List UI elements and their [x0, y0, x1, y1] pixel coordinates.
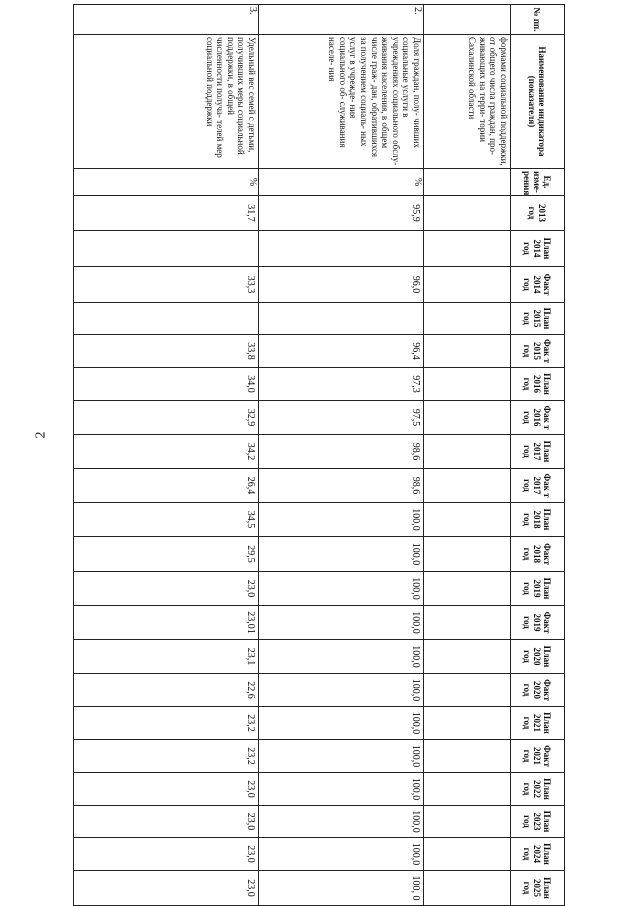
header-year: План 2025 год: [511, 871, 565, 906]
value-cell: 100,0: [259, 674, 424, 707]
value-cell: [424, 503, 511, 537]
value-cell: [74, 231, 259, 267]
value-cell: [424, 368, 511, 401]
header-year: План 2018 год: [511, 503, 565, 537]
value-cell: 23,0: [74, 871, 259, 906]
value-cell: 97,3: [259, 368, 424, 401]
value-cell: 23,0: [74, 806, 259, 838]
value-cell: 100, 0: [259, 871, 424, 906]
value-2013: 31,7: [74, 196, 259, 231]
table-row: [259, 5, 424, 906]
value-cell: [424, 606, 511, 640]
value-cell: [424, 707, 511, 740]
row-num: 3.: [74, 5, 259, 35]
header-year: План 2021 год: [511, 707, 565, 740]
value-cell: [259, 303, 424, 335]
header-year: План 2022 год: [511, 773, 565, 806]
header-year: Факт 2014 год: [511, 267, 565, 303]
value-cell: [424, 838, 511, 871]
header-year: План 2016 год: [511, 368, 565, 401]
value-cell: [424, 572, 511, 606]
value-cell: 23,01: [74, 606, 259, 640]
header-row: [511, 5, 565, 906]
indicator-name: Удельный вес семей с детьми, получивших меры социальной поддержки, в общей численности получа- телей мер социальной поддержки: [74, 35, 259, 169]
value-cell: 100,0: [259, 503, 424, 537]
value-cell: [424, 231, 511, 267]
value-cell: [424, 267, 511, 303]
value-cell: 22,6: [74, 674, 259, 707]
value-cell: [424, 401, 511, 435]
header-year: План 2024 год: [511, 838, 565, 871]
row-num: 2.: [259, 5, 424, 35]
value-cell: [259, 231, 424, 267]
header-year: План 2015 год: [511, 303, 565, 335]
value-cell: [424, 303, 511, 335]
value-cell: 34,5: [74, 503, 259, 537]
rotated-table-wrapper: [74, 4, 565, 901]
value-2013: 95,9: [259, 196, 424, 231]
value-cell: 100,0: [259, 572, 424, 606]
header-year: Факт 2020 год: [511, 674, 565, 707]
value-cell: 29,5: [74, 537, 259, 572]
value-cell: 34,2: [74, 435, 259, 469]
value-cell: 23,2: [74, 707, 259, 740]
value-cell: [424, 469, 511, 503]
header-year: План 2023 год: [511, 806, 565, 838]
value-cell: 96,0: [259, 267, 424, 303]
unit-cell: %: [74, 169, 259, 196]
header-year: Факт 2018 год: [511, 537, 565, 572]
indicator-table: [73, 4, 565, 906]
header-year: План 2017 год: [511, 435, 565, 469]
value-cell: 100,0: [259, 838, 424, 871]
value-cell: 23,0: [74, 838, 259, 871]
value-cell: 98,6: [259, 435, 424, 469]
value-cell: 32,9: [74, 401, 259, 435]
value-cell: 34,0: [74, 368, 259, 401]
value-cell: 100,0: [259, 537, 424, 572]
value-cell: [424, 806, 511, 838]
value-cell: 100,0: [259, 640, 424, 674]
indicator-name: формами социальной поддержки, от общего числа граждан, про- живающих на терри- тории Сахалинской области: [424, 35, 511, 169]
header-num: № пп.: [511, 5, 565, 35]
value-2013: [424, 196, 511, 231]
header-year: План 2019 год: [511, 572, 565, 606]
header-year: План 2014 год: [511, 231, 565, 267]
value-cell: [74, 303, 259, 335]
header-year: Фак т 2015 год: [511, 335, 565, 368]
value-cell: 98,6: [259, 469, 424, 503]
value-cell: 23,1: [74, 640, 259, 674]
value-cell: [424, 435, 511, 469]
value-cell: [424, 740, 511, 773]
value-cell: 100,0: [259, 606, 424, 640]
value-cell: 26,4: [74, 469, 259, 503]
value-cell: 23,0: [74, 773, 259, 806]
header-year: Фак т 2016 год: [511, 401, 565, 435]
value-cell: [424, 674, 511, 707]
value-cell: 23,0: [74, 572, 259, 606]
value-cell: [424, 773, 511, 806]
value-cell: [424, 640, 511, 674]
header-year: Факт 2021 год: [511, 740, 565, 773]
value-cell: 97,5: [259, 401, 424, 435]
value-cell: 96,4: [259, 335, 424, 368]
indicator-name: Доля граждан, полу- чивших социальные услуги в учреждениях социального обслу- живания населения, в общем числе граж- дан, обратившихся за получением социаль- ных услуг в учрежде- ния социального об- служивания населе- ния: [259, 35, 424, 169]
unit-cell: %: [259, 169, 424, 196]
value-cell: [424, 871, 511, 906]
table-row: [74, 5, 259, 906]
unit-cell: [424, 169, 511, 196]
value-cell: 100,0: [259, 707, 424, 740]
header-unit: Ед. изме- рения: [511, 169, 565, 196]
value-cell: [424, 335, 511, 368]
value-cell: 23,2: [74, 740, 259, 773]
value-cell: 33,8: [74, 335, 259, 368]
value-cell: 100,0: [259, 740, 424, 773]
value-cell: 100,0: [259, 773, 424, 806]
page-number: 2: [33, 431, 49, 439]
header-name: Наименование индикатора (показателя): [511, 35, 565, 169]
header-year: Фак т 2017 год: [511, 469, 565, 503]
value-cell: 100,0: [259, 806, 424, 838]
table-row: [424, 5, 511, 906]
value-cell: 33,3: [74, 267, 259, 303]
header-year: Факт 2019 год: [511, 606, 565, 640]
row-num: [424, 5, 511, 35]
header-2013: 2013 год: [511, 196, 565, 231]
header-year: План 2020 год: [511, 640, 565, 674]
value-cell: [424, 537, 511, 572]
